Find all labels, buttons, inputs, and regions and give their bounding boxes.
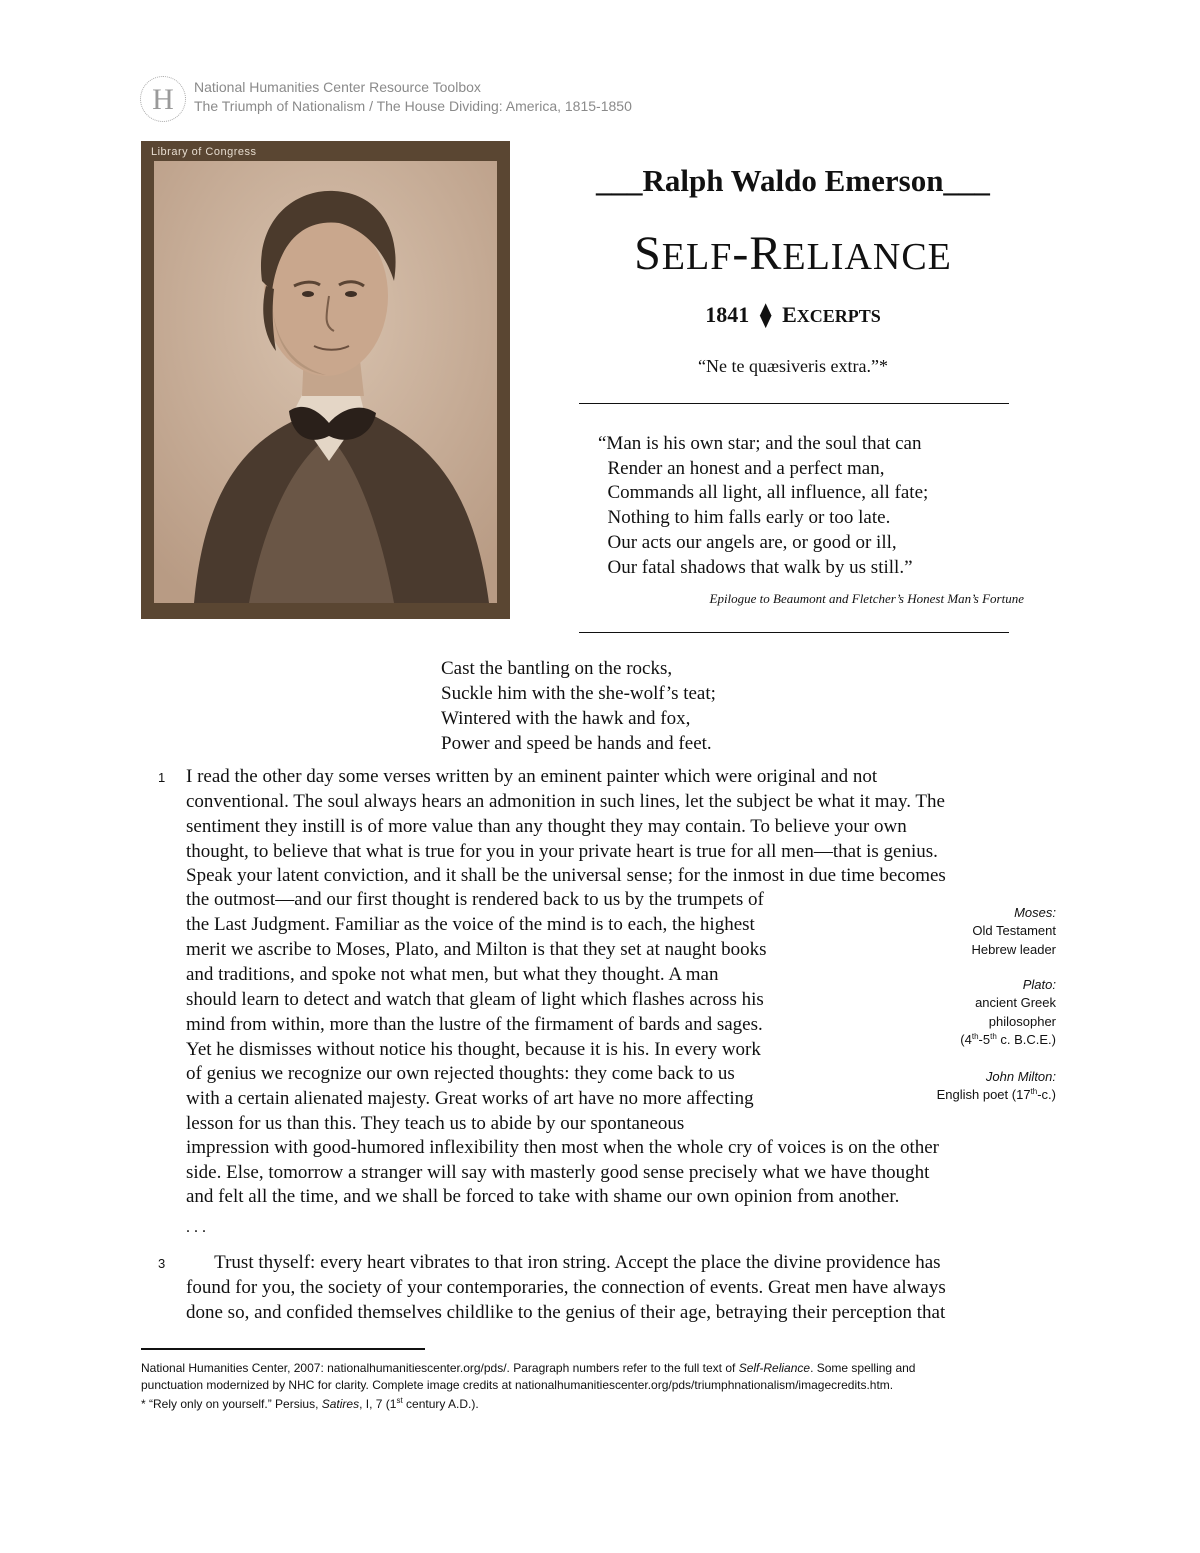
verse-line: Cast the bantling on the rocks, [441, 658, 673, 679]
sidenote-plato-line: ancient Greek [975, 995, 1056, 1010]
epigraph-line: Our fatal shadows that walk by us still.” [598, 557, 913, 578]
body-line: with a certain alienated majesty. Great works of art have no more affecting [186, 1088, 754, 1109]
body-line: the outmost—and our first thought is rendered back to us by the trumpets of [186, 889, 764, 910]
header-line-1: National Humanities Center Resource Toolbox [194, 79, 481, 95]
epigraph-line: Commands all light, all influence, all fate; [598, 482, 929, 503]
logo-letter: H [152, 83, 174, 116]
page-title: SELF-RELIANCE [634, 227, 952, 280]
body-line: Speak your latent conviction, and it shall be the universal sense; for the inmost in due time becomes [186, 865, 946, 886]
sidenote-moses-name: Moses: [1014, 905, 1056, 920]
body-line: done so, and confided themselves childlike to the genius of their age, betraying their perception that [186, 1302, 946, 1323]
epigraph-line: Our acts our angels are, or good or ill, [598, 532, 897, 553]
diamond-icon: ⧫ [760, 302, 772, 327]
verse-line: Wintered with the hawk and fox, [441, 708, 691, 729]
epigraph-attribution: Epilogue to Beaumont and Fletcher’s Honest Man’s Fortune [709, 591, 1024, 606]
header-line-2: The Triumph of Nationalism / The House Dividing: America, 1815-1850 [194, 98, 632, 114]
divider-bottom [579, 632, 1009, 633]
body-line: merit we ascribe to Moses, Plato, and Milton is that they set at naught books [186, 939, 767, 960]
author-name: ___Ralph Waldo Emerson___ [596, 163, 990, 198]
epigraph-line: Nothing to him falls early or too late. [598, 507, 891, 528]
sidenote-milton-name: John Milton: [985, 1069, 1056, 1084]
body-line: and traditions, and spoke not what men, but what they thought. A man [186, 964, 719, 985]
body-line: of genius we recognize our own rejected thoughts: they come back to us [186, 1063, 735, 1084]
sidenote-plato-dates: (4th-5th c. B.C.E.) [960, 1032, 1056, 1047]
body-line: thought, to believe that what is true for you in your private heart is true for all men—that is genius. [186, 841, 938, 862]
sidenote-plato-line: philosopher [988, 1014, 1056, 1029]
emerson-portrait-drawing [154, 161, 497, 603]
footnote-line: punctuation modernized by NHC for clarity. Complete image credits at nationalhumanitiescenter.org/pds/triumphnationalism/imagecredits.htm. [141, 1378, 894, 1392]
sidenote-milton-line: English poet (17th-c.) [936, 1087, 1056, 1102]
body-line: I read the other day some verses written by an eminent painter which were original and not [186, 766, 878, 787]
epigraph-line: “Man is his own star; and the soul that can [598, 433, 922, 454]
body-line: impression with good-humored inflexibility then most when the whole cry of voices is on the other [186, 1137, 940, 1158]
epigraph-line: Render an honest and a perfect man, [598, 458, 885, 479]
body-line: sentiment they instill is of more value than any thought they may contain. To believe your own [186, 816, 907, 837]
portrait-image [154, 161, 497, 603]
body-line: conventional. The soul always hears an admonition in such lines, let the subject be what it may. The [186, 791, 945, 812]
body-line: should learn to detect and watch that gleam of light which flashes across his [186, 989, 764, 1010]
sidenote-moses-line: Old Testament [972, 923, 1056, 938]
body-line: the Last Judgment. Familiar as the voice of the mind is to each, the highest [186, 914, 755, 935]
sidenote-moses-line: Hebrew leader [971, 942, 1056, 957]
nhc-logo [140, 76, 186, 122]
body-line: Trust thyself: every heart vibrates to that iron string. Accept the place the divine providence has [186, 1252, 941, 1273]
subtitle: 1841 ⧫ EXCERPTS [705, 302, 881, 327]
footnote-divider [141, 1348, 425, 1350]
body-line: lesson for us than this. They teach us to abide by our spontaneous [186, 1113, 685, 1134]
verse-line: Power and speed be hands and feet. [441, 733, 712, 754]
footnote-line: * “Rely only on yourself.” Persius, Satires, I, 7 (1st century A.D.). [141, 1396, 479, 1411]
divider-top [579, 403, 1009, 404]
sidenote-plato-name: Plato: [1022, 977, 1056, 992]
body-line: found for you, the society of your contemporaries, the connection of events. Great men have always [186, 1277, 946, 1298]
verse-line: Suckle him with the she-wolf’s teat; [441, 683, 716, 704]
body-line: side. Else, tomorrow a stranger will say with masterly good sense precisely what we have thought [186, 1162, 930, 1183]
paragraph-number: 3 [158, 1256, 166, 1271]
paragraph-number: 1 [158, 770, 166, 785]
footnote-line: National Humanities Center, 2007: nationalhumanitiescenter.org/pds/. Paragraph numbers refer to the full text of Self-Reliance. Some spelling and [141, 1361, 916, 1375]
motto: “Ne te quæsiveris extra.”* [698, 356, 888, 376]
ellipsis: . . . [186, 1219, 206, 1236]
body-line: mind from within, more than the lustre of the firmament of bards and sages. [186, 1014, 763, 1035]
body-line: and felt all the time, and we shall be forced to take with shame our own opinion from another. [186, 1186, 900, 1207]
portrait-credit: Library of Congress [151, 146, 257, 158]
body-line: Yet he dismisses without notice his thought, because it is his. In every work [186, 1039, 761, 1060]
